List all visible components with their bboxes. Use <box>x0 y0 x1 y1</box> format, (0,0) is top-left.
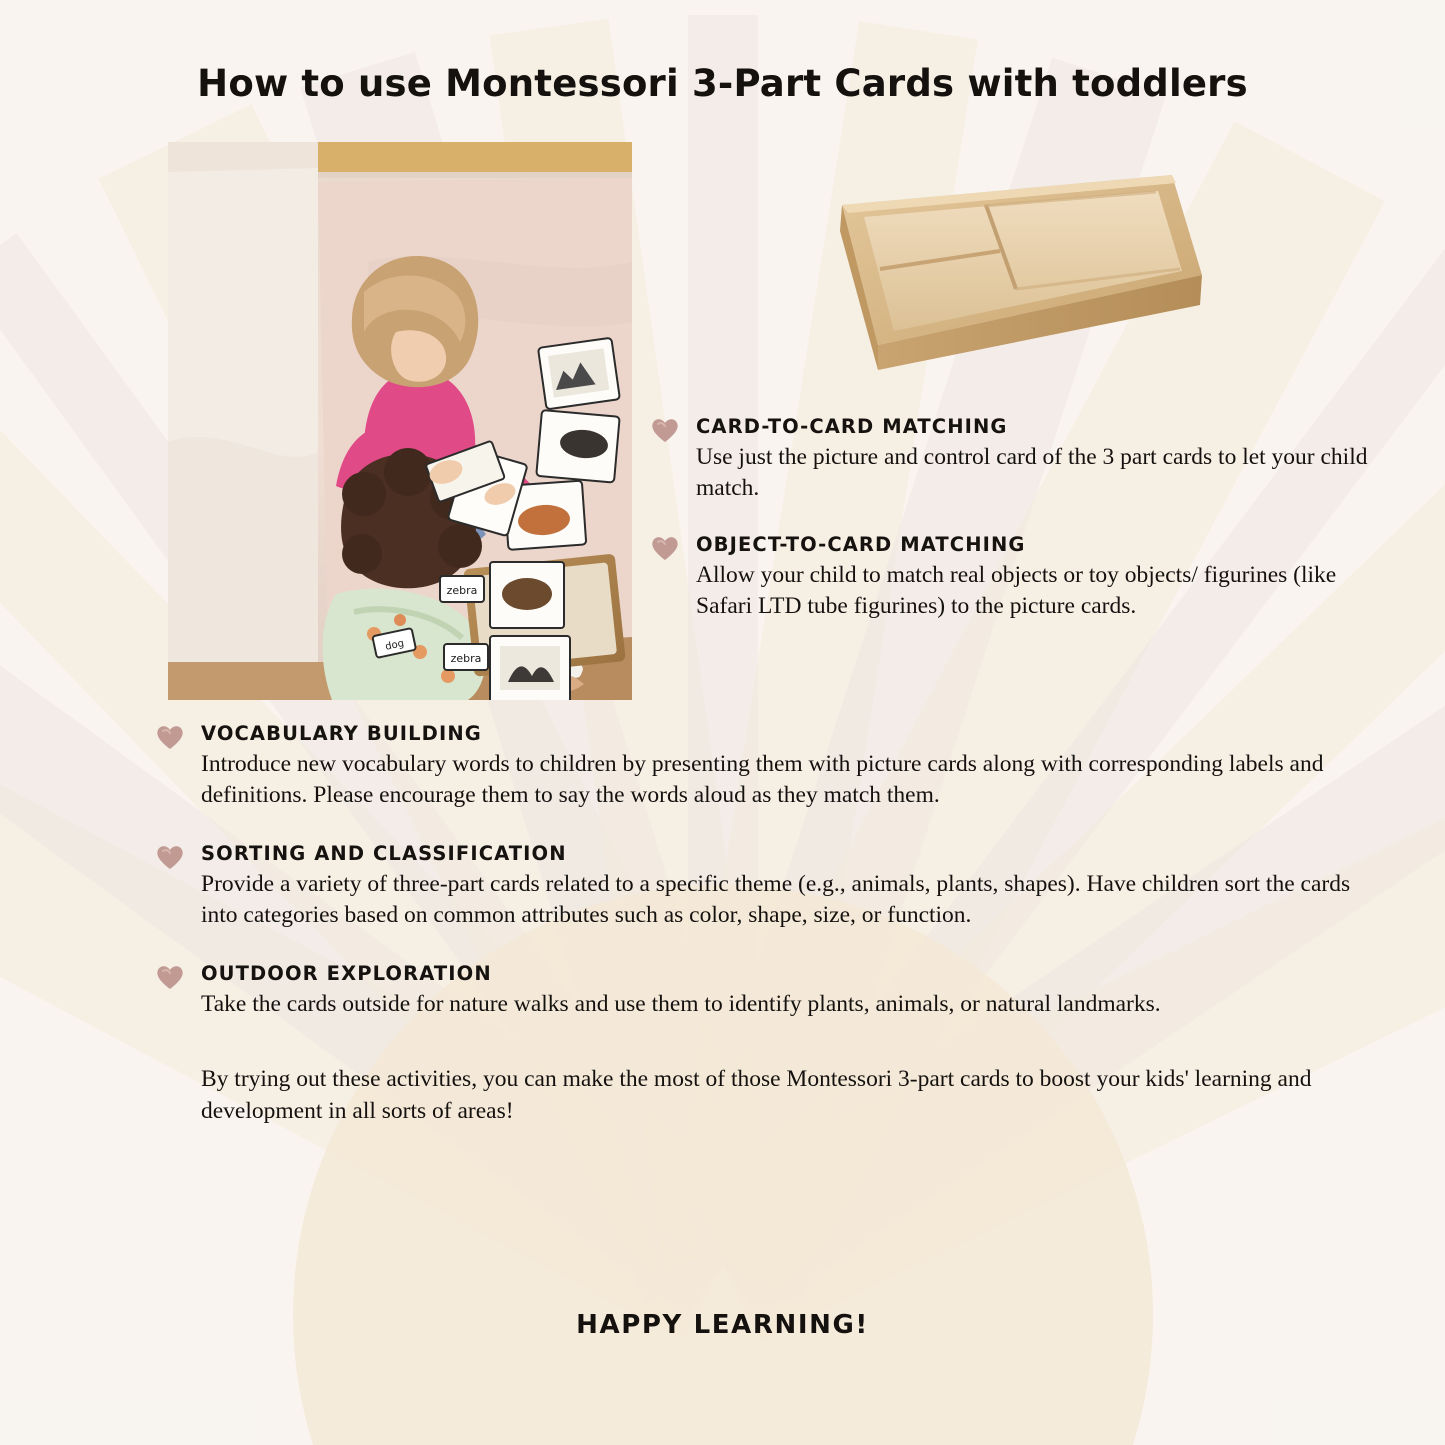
heart-icon <box>650 535 680 561</box>
section-body: Take the cards outside for nature walks and use them to identify plants, animals, or natural landmarks. <box>201 990 1161 1017</box>
section-object-to-card-matching <box>650 533 1390 623</box>
svg-text:dog: dog <box>384 638 406 653</box>
photo-children-matching-cards <box>168 142 632 700</box>
sections-right-column <box>650 415 1390 651</box>
svg-text:zebra: zebra <box>450 652 482 665</box>
heart-icon <box>650 417 680 443</box>
heart-icon <box>155 724 185 750</box>
section-heading: OBJECT-TO-CARD MATCHING <box>696 532 1026 556</box>
heart-icon <box>155 964 185 990</box>
section-card-to-card-matching <box>650 415 1390 505</box>
section-heading: SORTING AND CLASSIFICATION <box>201 841 567 865</box>
closing-paragraph: By trying out these activities, you can make the most of those Montessori 3-part cards to boost your kids' learning and development in all sorts of areas! <box>201 1066 1312 1124</box>
section-body: Provide a variety of three-part cards related to a specific theme (e.g., animals, plants, shapes). Have children sort the cards into categories based on common attributes such as color, shape, size, or function. <box>201 870 1351 929</box>
section-body: Use just the picture and control card of the 3 part cards to let your child match. <box>696 444 1368 502</box>
section-body: Introduce new vocabulary words to children by presenting them with picture cards along with corresponding labels and definitions. Please encourage them to say the words aloud as they match them. <box>201 751 1324 809</box>
section-sorting-and-classification <box>155 842 1390 932</box>
section-vocabulary-building <box>155 722 1390 812</box>
happy-learning-footer: HAPPY LEARNING! <box>576 1310 869 1340</box>
section-heading: CARD-TO-CARD MATCHING <box>696 415 1008 438</box>
svg-text:zebra: zebra <box>446 584 478 597</box>
sections-full-width <box>155 722 1390 1127</box>
section-body: Allow your child to match real objects or toy objects/ figurines (like Safari LTD tube figurines) to the picture cards. <box>696 561 1337 620</box>
section-heading: OUTDOOR EXPLORATION <box>201 961 492 985</box>
section-heading: VOCABULARY BUILDING <box>201 722 482 745</box>
heart-icon <box>155 844 185 870</box>
page-title: How to use Montessori 3-Part Cards with toddlers <box>197 62 1248 105</box>
section-outdoor-exploration <box>155 962 1390 1020</box>
photo-wooden-tray <box>820 165 1220 380</box>
